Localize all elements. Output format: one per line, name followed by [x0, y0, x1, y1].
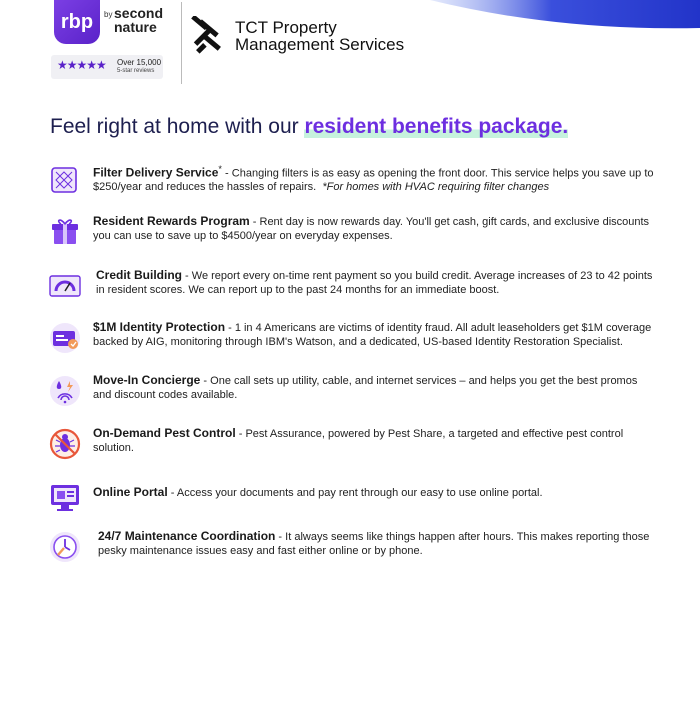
benefit-text: On-Demand Pest Control - Pest Assurance, powered by Pest Share, a targeted and effective pest control solution.	[93, 426, 624, 454]
benefit-text: Credit Building - We report every on-time rent payment so you build credit. Average increases of 23 to 42 points in resident scores. We can report up to the past 24 months for an immediate boost.	[96, 268, 653, 296]
second-nature-logo: second nature	[114, 5, 164, 35]
headline-accent: resident benefits package.	[304, 115, 569, 138]
rbp-logo: rbp	[54, 0, 100, 44]
review-badge	[51, 55, 163, 79]
benefit-text: 24/7 Maintenance Coordination - It always seems like things happen after hours. This makes reporting those pesky maintenance issues easy and fast either online or by phone.	[98, 529, 650, 557]
benefit-text: $1M Identity Protection - 1 in 4 Americans are victims of identity fraud. All adult leaseholders get $1M coverage backed by AIG, monitoring through IBM's Watson, and a dedicated, US-based Identity Restoration Specialist.	[93, 320, 652, 348]
gift-icon	[48, 215, 82, 249]
rbp-by-label: by	[104, 10, 113, 19]
review-count: Over 15,000	[117, 58, 162, 67]
credit-gauge-icon	[48, 269, 82, 303]
tct-logo-icon	[188, 16, 226, 56]
page-headline: Feel right at home with our resident benefits package.	[50, 115, 569, 138]
identity-card-icon	[48, 321, 82, 355]
company-name: TCT Property Management Services	[235, 18, 405, 54]
air-filter-icon	[48, 163, 82, 197]
utilities-icon	[48, 374, 82, 408]
header-divider	[181, 2, 182, 84]
benefit-text: Move-In Concierge - One call sets up utility, cable, and internet services – and helps you get the best promos and discount codes available.	[93, 373, 638, 401]
benefit-footnote: *For homes with HVAC requiring filter changes	[322, 181, 550, 194]
star-rating-icon: ★★★★★	[57, 58, 106, 72]
maintenance-clock-icon	[48, 530, 82, 564]
benefit-text: Online Portal - Access your documents and pay rent through our easy to use online portal.	[93, 485, 543, 499]
no-pest-icon	[48, 427, 82, 461]
benefit-text: Resident Rewards Program - Rent day is now rewards day. You'll get cash, gift cards, and exclusive discounts you can use to save up to $4500/year on everyday expenses.	[93, 214, 650, 242]
benefit-text: Filter Delivery Service* - Changing filters is as easy as opening the front door. This service helps you save up to $250/year and reduces the hassles of repairs. *For homes with HVAC requiring filter changes	[93, 164, 654, 194]
online-portal-icon	[48, 481, 82, 515]
review-subtitle: 5-star reviews	[117, 68, 155, 74]
